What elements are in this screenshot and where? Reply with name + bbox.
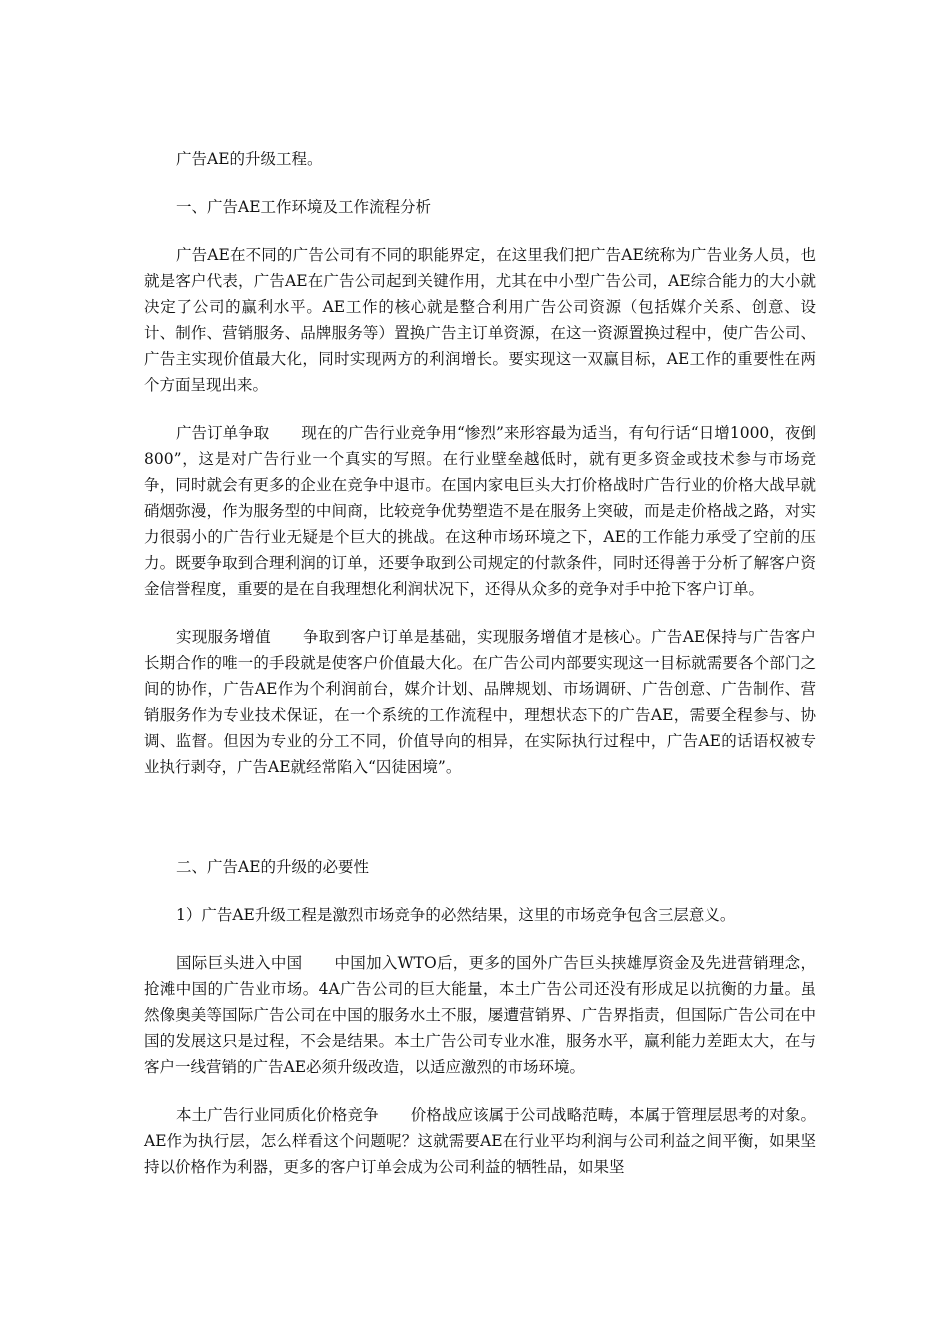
service-body-text: 争取到客户订单是基础，实现服务增值才是核心。广告AE保持与广告客户长期合作的唯一的手段就是使客户价值最大化。在广告公司内部要实现这一目标就需要各个部门之间的协作，广告AE作为个利润前台，媒介计划、品牌规划、市场调研、广告创意、广告制作、营销服务作为专业技术保证，在一个系统的工作流程中，理想状态下的广告AE，需要全程参与、协调、监督。但因为专业的分工不同，价值导向的相异，在实际执行过程中，广告AE的话语权被专业执行剥夺，广告AE就经常陷入“囚徒困境”。: [144, 628, 816, 776]
spacer: [144, 880, 816, 902]
spacer: [144, 602, 816, 624]
spacer: [144, 928, 816, 950]
local-paragraph: [144, 1102, 816, 1180]
spacer: [144, 398, 816, 420]
local-body-text: 价格战应该属于公司战略范畴，本属于管理层思考的对象。AE作为执行层，怎么样看这个问题呢？这就需要AE在行业平均利润与公司利益之间平衡，如果坚持以价格作为利器，更多的客户订单会成为公司利益的牺牲品，如果坚: [144, 1106, 816, 1176]
spacer: [144, 220, 816, 242]
section-heading-1: 一、广告AE工作环境及工作流程分析: [176, 198, 432, 216]
spacer: [144, 172, 816, 194]
service-paragraph: [144, 624, 816, 780]
local-lead-phrase: 本土广告行业同质化价格竞争: [176, 1106, 379, 1124]
section2-point-1: 1）广告AE升级工程是激烈市场竞争的必然结果，这里的市场竞争包含三层意义。: [176, 906, 736, 924]
service-lead-phrase: 实现服务增值: [176, 628, 271, 646]
orders-body-text: 现在的广告行业竞争用“惨烈”来形容最为适当，有句行话“日增1000，夜倒800”，这是对广告行业一个真实的写照。在行业壁垒越低时，就有更多资金或技术参与市场竞争，同时就会有更多的企业在竞争中退市。在国内家电巨头大打价格战时广告行业的价格大战早就硝烟弥漫，作为服务型的中间商，比较竞争优势塑造不是在服务上突破，而是走价格战之路，对实力很弱小的广告行业无疑是个巨大的挑战。在这种市场环境之下，AE的工作能力承受了空前的压力。既要争取到合理利润的订单，还要争取到公司规定的付款条件，同时还得善于分析了解客户资金信誉程度，重要的是在自我理想化利润状况下，还得从众多的竞争对手中抢下客户订单。: [144, 424, 816, 598]
spacer: [144, 780, 816, 854]
giants-lead-phrase: 国际巨头进入中国: [176, 954, 303, 972]
spacer: [144, 1080, 816, 1102]
section1-intro-paragraph: 广告AE在不同的广告公司有不同的职能界定，在这里我们把广告AE统称为广告业务人员，也就是客户代表，广告AE在广告公司起到关键作用，尤其在中小型广告公司，AE综合能力的大小就决定了公司的赢利水平。AE工作的核心就是整合利用广告公司资源（包括媒介关系、创意、设计、制作、营销服务、品牌服务等）置换广告主订单资源，在这一资源置换过程中，使广告公司、广告主实现价值最大化，同时实现两方的利润增长。要实现这一双赢目标，AE工作的重要性在两个方面呈现出来。: [144, 246, 816, 394]
orders-paragraph: [144, 420, 816, 602]
document-page: [144, 146, 816, 1180]
orders-lead-phrase: 广告订单争取: [176, 424, 270, 442]
section-heading-2: 二、广告AE的升级的必要性: [176, 858, 370, 876]
giants-body-text: 中国加入WTO后，更多的国外广告巨头挟雄厚资金及先进营销理念，抢滩中国的广告业市场。4A广告公司的巨大能量，本土广告公司还没有形成足以抗衡的力量。虽然像奥美等国际广告公司在中国的服务水土不服，屡遭营销界、广告界指责，但国际广告公司在中国的发展这只是过程，不会是结果。本土广告公司专业水准，服务水平，赢利能力差距太大，在与客户一线营销的广告AE必须升级改造，以适应激烈的市场环境。: [144, 954, 816, 1076]
giants-paragraph: [144, 950, 816, 1080]
document-title: 广告AE的升级工程。: [176, 150, 323, 168]
